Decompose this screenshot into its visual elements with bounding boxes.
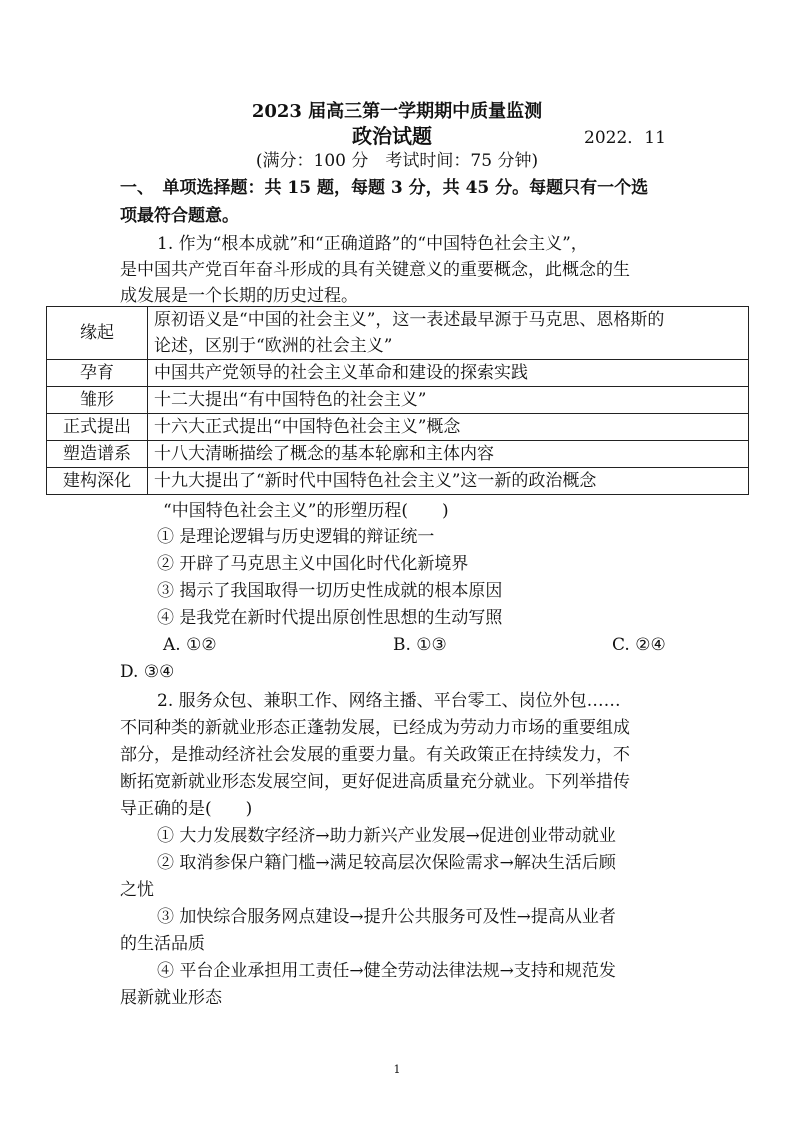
table-row bbox=[47, 441, 749, 468]
table-stage-cell: 雏形 bbox=[47, 387, 148, 414]
table-stage-cell: 孕育 bbox=[47, 360, 148, 387]
q1-option-2: ② 开辟了马克思主义中国化时代化新境界 bbox=[157, 554, 469, 574]
q2-stem-line4: 断拓宽新就业形态发展空间，更好促进高质量充分就业。下列举措传 bbox=[120, 772, 630, 792]
table-row bbox=[47, 387, 749, 414]
table-row bbox=[47, 307, 749, 360]
exam-info: (满分：100 分 考试时间：75 分钟) bbox=[255, 151, 539, 171]
exam-title: 2023 届高三第一学期期中质量监测 bbox=[251, 101, 543, 122]
table-text-line: 论述，区别于“欧洲的社会主义” bbox=[154, 336, 393, 356]
section-heading-line1: 一、 单项选择题：共 15 题，每题 3 分，共 45 分。每题只有一个选 bbox=[120, 178, 649, 198]
q1-choice-d: D. ③④ bbox=[120, 662, 175, 682]
q1-prompt: “中国特色社会主义”的形塑历程( ) bbox=[163, 501, 449, 521]
exam-subject: 政治试题 bbox=[352, 124, 432, 148]
q2-option-4-cont: 展新就业形态 bbox=[120, 988, 222, 1008]
q1-stem-line3: 成发展是一个长期的历史过程。 bbox=[120, 286, 358, 306]
q2-stem-line2: 不同种类的新就业形态正蓬勃发展，已经成为劳动力市场的重要组成 bbox=[120, 718, 630, 738]
q2-option-4: ④ 平台企业承担用工责任→健全劳动法律法规→支持和规范发 bbox=[157, 961, 616, 981]
table-text-line: 原初语义是“中国的社会主义”，这一表述最早源于马克思、恩格斯的 bbox=[154, 310, 665, 330]
table-row bbox=[47, 468, 749, 495]
page-number: 1 bbox=[393, 1063, 401, 1076]
table-text-cell bbox=[148, 307, 749, 360]
table-stage-cell: 缘起 bbox=[47, 307, 148, 360]
q2-stem-line5: 导正确的是( ) bbox=[120, 799, 253, 819]
table-stage-cell: 正式提出 bbox=[47, 414, 148, 441]
table-text-cell: 十八大清晰描绘了概念的基本轮廓和主体内容 bbox=[148, 441, 749, 468]
table-text-cell: 十九大提出了“新时代中国特色社会主义”这一新的政治概念 bbox=[148, 468, 749, 495]
q1-option-1: ① 是理论逻辑与历史逻辑的辩证统一 bbox=[157, 527, 435, 547]
concept-table bbox=[46, 306, 749, 495]
exam-date: 2022．11 bbox=[584, 128, 666, 148]
q1-choice-c: C. ②④ bbox=[612, 635, 666, 655]
q2-option-1: ① 大力发展数字经济→助力新兴产业发展→促进创业带动就业 bbox=[157, 826, 616, 846]
q1-stem-line1: 1. 作为“根本成就”和“正确道路”的“中国特色社会主义”， bbox=[157, 234, 588, 254]
q2-option-2: ② 取消参保户籍门槛→满足较高层次保险需求→解决生活后顾 bbox=[157, 853, 616, 873]
table-stage-cell: 建构深化 bbox=[47, 468, 148, 495]
q1-stem-line2: 是中国共产党百年奋斗形成的具有关键意义的重要概念，此概念的生 bbox=[120, 260, 630, 280]
table-text-cell: 中国共产党领导的社会主义革命和建设的探索实践 bbox=[148, 360, 749, 387]
q1-choice-b: B. ①③ bbox=[393, 635, 447, 655]
table-text-cell: 十二大提出“有中国特色的社会主义” bbox=[148, 387, 749, 414]
section-heading-line2: 项最符合题意。 bbox=[120, 206, 239, 226]
q1-option-4: ④ 是我党在新时代提出原创性思想的生动写照 bbox=[157, 608, 503, 628]
q1-choice-a: A. ①② bbox=[163, 635, 217, 655]
table-row bbox=[47, 360, 749, 387]
q2-option-2-cont: 之忧 bbox=[120, 880, 154, 900]
table-text-cell: 十六大正式提出“中国特色社会主义”概念 bbox=[148, 414, 749, 441]
q2-stem-line1: 2. 服务众包、兼职工作、网络主播、平台零工、岗位外包…… bbox=[157, 691, 621, 711]
q1-option-3: ③ 揭示了我国取得一切历史性成就的根本原因 bbox=[157, 581, 503, 601]
table-row bbox=[47, 414, 749, 441]
q2-option-3: ③ 加快综合服务网点建设→提升公共服务可及性→提高从业者 bbox=[157, 907, 616, 927]
table-stage-cell: 塑造谱系 bbox=[47, 441, 148, 468]
q2-option-3-cont: 的生活品质 bbox=[120, 934, 205, 954]
q2-stem-line3: 部分，是推动经济社会发展的重要力量。有关政策正在持续发力，不 bbox=[120, 745, 630, 765]
